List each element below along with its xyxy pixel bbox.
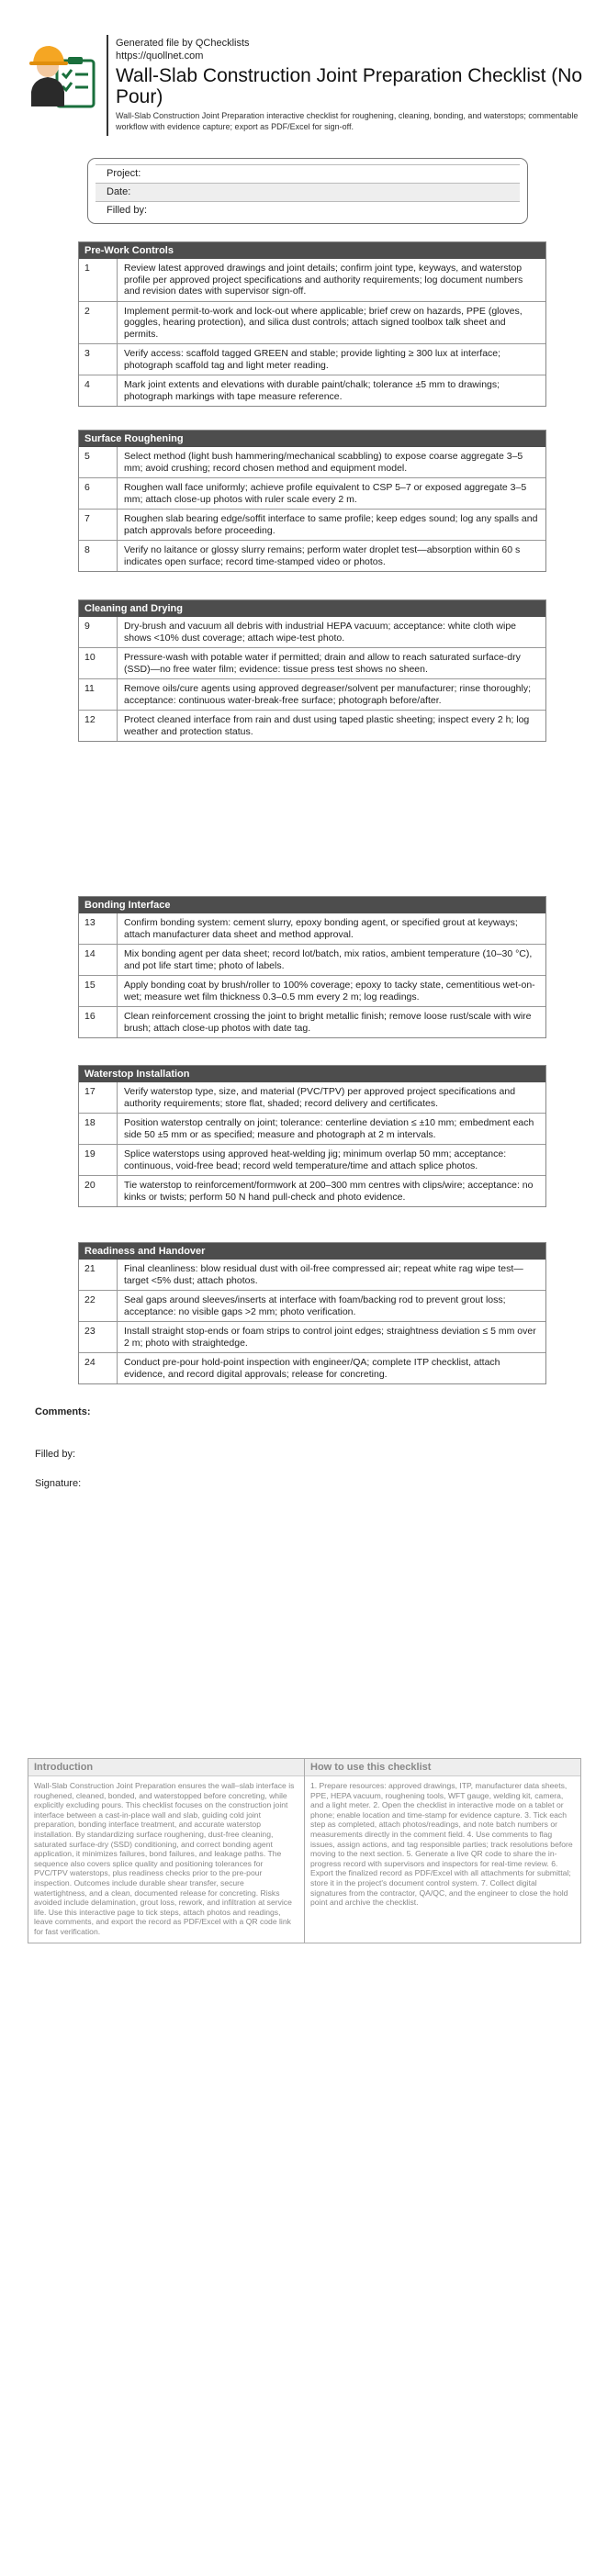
section-title: Waterstop Installation [79, 1066, 545, 1082]
item-text: Apply bonding coat by brush/roller to 100% coverage; epoxy to tacky state, cementitious wet-on-wet; measure wet film thickness 0.3–0.5 mm every 2 m; log readings. [124, 980, 535, 1002]
item-number: 5 [79, 447, 118, 477]
checklist-row[interactable] [79, 1144, 545, 1175]
section-pre-work-controls [78, 241, 546, 407]
item-text: Roughen slab bearing edge/soffit interface to same profile; keep edges sound; log any spalls and patch approvals before proceeding. [124, 513, 538, 536]
section-title: Readiness and Handover [79, 1243, 545, 1260]
introduction-text: Wall-Slab Construction Joint Preparation ensures the wall–slab interface is roughened, cleaned, bonded, and waterstopped before concreting, while explicitly excluding pours. This checklist focuses on the construction joint interface between a cast-in-place wall and slab, guiding cold joint preparation, bonding interface treatment, and accurate waterstop installation. By standardizing surface roughening, dust-free cleaning, saturated surface-dry (SSD) conditioning, and correct bonding agent application, it minimizes failures, bond failures, and leakage paths. The sequence also covers splice quality and positioning tolerances for PVC/TPV waterstops, plus readiness checks prior to the pre-pour inspection. Outcomes include durable shear transfer, secure watertightness, and a clean, documented release for concreting. Risks avoided include delamination, grout loss, rework, and infiltration at service life. Use this interactive page to tick steps, attach photos and readings, leave comments, and export the record as PDF/Excel with a QR code link for fast verification. [34, 1781, 295, 1936]
section-surface-roughening [78, 430, 546, 572]
item-number: 24 [79, 1353, 118, 1383]
section-title: Bonding Interface [79, 897, 545, 913]
item-text: Select method (light bush hammering/mechanical scabbling) to expose coarse aggregate 3–5 mm; avoid crushing; record chosen method and equipment model. [124, 451, 523, 474]
checklist-row[interactable] [79, 343, 545, 375]
item-text: Protect cleaned interface from rain and dust using taped plastic sheeting; inspect every 2 h; log weather and protection status. [124, 714, 530, 737]
page-title: Wall-Slab Construction Joint Preparation Checklist (No Pour) [116, 65, 583, 107]
checklist-row[interactable] [79, 1082, 545, 1113]
checklist-row[interactable] [79, 944, 545, 975]
how-to-title: How to use this checklist [305, 1759, 580, 1776]
date-field[interactable]: Date: [96, 183, 520, 201]
checklist-row[interactable] [79, 540, 545, 571]
filled-by-field[interactable]: Filled by: [96, 201, 520, 219]
source-url[interactable]: https://quollnet.com [116, 50, 204, 62]
section-title: Cleaning and Drying [79, 600, 545, 617]
checklist-row[interactable] [79, 1260, 545, 1290]
item-number: 11 [79, 679, 118, 710]
generated-label: Generated file by QChecklists [116, 38, 250, 49]
item-text: Clean reinforcement crossing the joint to bright metallic finish; remove loose rust/scale with wire brush; attach close-up photos with date tag. [124, 1011, 532, 1034]
item-number: 9 [79, 617, 118, 647]
checklist-row[interactable] [79, 477, 545, 509]
item-number: 18 [79, 1114, 118, 1144]
item-number: 22 [79, 1291, 118, 1321]
item-text: Position waterstop centrally on joint; tolerance: centerline deviation ≤ ±10 mm; embedment each side 50 ±5 mm or as specified; measure and photograph at 2 m intervals. [124, 1117, 534, 1140]
engineer-hardhat-checklist-icon [26, 37, 99, 110]
checklist-row[interactable] [79, 1113, 545, 1144]
checklist-row[interactable] [79, 375, 545, 406]
checklist-row[interactable] [79, 678, 545, 710]
item-text: Implement permit-to-work and lock-out where applicable; brief crew on hazards, PPE (gloves, goggles, hearing protection), and silica dust controls; attach signed toolbox talk sheet and permits. [124, 305, 523, 340]
item-number: 10 [79, 648, 118, 678]
filled-by-label: Filled by: [35, 1449, 76, 1460]
item-text: Confirm bonding system: cement slurry, epoxy bonding agent, or specified grout at keyways; attach manufacturer data sheet and method approval. [124, 917, 518, 940]
how-to-column [305, 1759, 580, 1943]
item-text: Verify waterstop type, size, and material (PVC/TPV) per approved project specifications and authority requirements; store flat, shaded; record delivery and certificates. [124, 1086, 516, 1109]
signature-label: Signature: [35, 1478, 82, 1489]
item-number: 3 [79, 344, 118, 375]
checklist-row[interactable] [79, 975, 545, 1006]
item-number: 17 [79, 1082, 118, 1113]
section-title: Pre-Work Controls [79, 242, 545, 259]
item-number: 6 [79, 478, 118, 509]
introduction-column [28, 1759, 305, 1943]
item-text: Final cleanliness: blow residual dust with oil-free compressed air; repeat white rag wipe test—target <5% dust; attach photos. [124, 1263, 523, 1286]
checklist-row[interactable] [79, 913, 545, 944]
item-number: 16 [79, 1007, 118, 1037]
page-subtitle: Wall-Slab Construction Joint Preparation interactive checklist for roughening, cleaning, bonding, and waterstops; commentable workflow with evidence capture; export as PDF/Excel for sign-off. [116, 111, 579, 131]
checklist-row[interactable] [79, 301, 545, 344]
item-number: 7 [79, 510, 118, 540]
checklist-row[interactable] [79, 1290, 545, 1321]
item-text: Install straight stop-ends or foam strips to control joint edges; straightness deviation ≤ 5 mm over 2 m; photo with straightedge. [124, 1326, 536, 1349]
item-number: 21 [79, 1260, 118, 1290]
item-number: 15 [79, 976, 118, 1006]
checklist-row[interactable] [79, 1352, 545, 1383]
checklist-row[interactable] [79, 447, 545, 477]
introduction-title: Introduction [28, 1759, 304, 1776]
item-text: Tie waterstop to reinforcement/formwork at 200–300 mm centres with clips/wire; acceptance: no kinks or twists; perform 50 N hand pull-check and photo evidence. [124, 1180, 534, 1203]
item-text: Mix bonding agent per data sheet; record lot/batch, mix ratios, ambient temperature (10–30 °C), and pot life start time; photo of labels. [124, 948, 533, 971]
checklist-row[interactable] [79, 1006, 545, 1037]
item-number: 4 [79, 375, 118, 406]
checklist-row[interactable] [79, 1321, 545, 1352]
item-number: 14 [79, 945, 118, 975]
item-text: Verify access: scaffold tagged GREEN and stable; provide lighting ≥ 300 lux at interface; photograph scaffold tag and light meter reading. [124, 348, 501, 371]
item-text: Roughen wall face uniformly; achieve profile equivalent to CSP 5–7 or exposed aggregate 3–5 mm; attach close-up photos with ruler scale every 2 m. [124, 482, 527, 505]
section-readiness-and-handover [78, 1242, 546, 1384]
info-panel [28, 1758, 581, 1943]
item-number: 13 [79, 913, 118, 944]
item-number: 23 [79, 1322, 118, 1352]
item-number: 20 [79, 1176, 118, 1206]
how-to-text: 1. Prepare resources: approved drawings, ITP, manufacturer data sheets, PPE, HEPA vacuum, roughening tools, WFT gauge, welding kit, camera, and a light meter. 2. Open the checklist in interactive mode on a tablet or phone; enable location and time-stamp for evidence capture. 3. Tick each step as completed, attach photos/readings, and note batch numbers or measurements directly in the comment field. 4. Use comments to flag issues, assign actions, and tag responsible parties; track resolutions before moving to the next section. 5. Generate a live QR code to share the in-progress record with supervisors and inspectors for real-time review. 6. Export the finalized record as PDF/Excel with all attachments for submittal; store it in the project's document control system. 7. Collect digital signatures from the contractor, QA/QC, and the engineer to close the hold point and archive the checklist. [310, 1781, 573, 1908]
item-text: Dry-brush and vacuum all debris with industrial HEPA vacuum; acceptance: white cloth wipe shows <10% dust coverage; attach wipe-test photo. [124, 621, 517, 644]
project-field[interactable]: Project: [96, 164, 520, 183]
checklist-row[interactable] [79, 1175, 545, 1206]
checklist-row[interactable] [79, 259, 545, 301]
item-number: 8 [79, 541, 118, 571]
section-title: Surface Roughening [79, 431, 545, 447]
item-text: Verify no laitance or glossy slurry remains; perform water droplet test—absorption within 60 s indicates open surface; record time-stamped video or photos. [124, 544, 521, 567]
comments-label: Comments: [35, 1406, 91, 1417]
item-number: 2 [79, 302, 118, 344]
project-info-box [87, 158, 528, 224]
checklist-row[interactable] [79, 509, 545, 540]
checklist-row[interactable] [79, 617, 545, 647]
item-number: 19 [79, 1145, 118, 1175]
section-waterstop-installation [78, 1065, 546, 1207]
header-divider [107, 35, 108, 136]
item-text: Review latest approved drawings and joint details; confirm joint type, keyways, and waterstop profile per approved project specifications and authority requirements; log document numbers and revision dates with supervisor sign-off. [124, 263, 523, 297]
checklist-row[interactable] [79, 710, 545, 741]
item-number: 12 [79, 711, 118, 741]
item-number: 1 [79, 259, 118, 301]
document-header [26, 28, 595, 138]
item-text: Pressure-wash with potable water if permitted; drain and allow to reach saturated surface-dry (SSD)—no free water film; evidence: tissue press test shows no sheen. [124, 652, 521, 675]
section-cleaning-and-drying [78, 599, 546, 742]
item-text: Conduct pre-pour hold-point inspection with engineer/QA; complete ITP checklist, attach evidence, and record digital approvals; release for concreting. [124, 1357, 500, 1380]
item-text: Seal gaps around sleeves/inserts at interface with foam/backing rod to prevent grout loss; acceptance: no visible gaps >2 mm; photo verification. [124, 1294, 506, 1317]
item-text: Mark joint extents and elevations with durable paint/chalk; tolerance ±5 mm to drawings; photograph markings with tape measure reference. [124, 379, 500, 402]
section-bonding-interface [78, 896, 546, 1038]
checklist-row[interactable] [79, 647, 545, 678]
item-text: Splice waterstops using approved heat-welding jig; minimum overlap 50 mm; acceptance: continuous, void-free bead; record weld temperature/time and attach splice photos. [124, 1148, 507, 1171]
item-text: Remove oils/cure agents using approved degreaser/solvent per manufacturer; rinse thoroughly; acceptance: continuous water-break-free surface; photograph before/after. [124, 683, 531, 706]
